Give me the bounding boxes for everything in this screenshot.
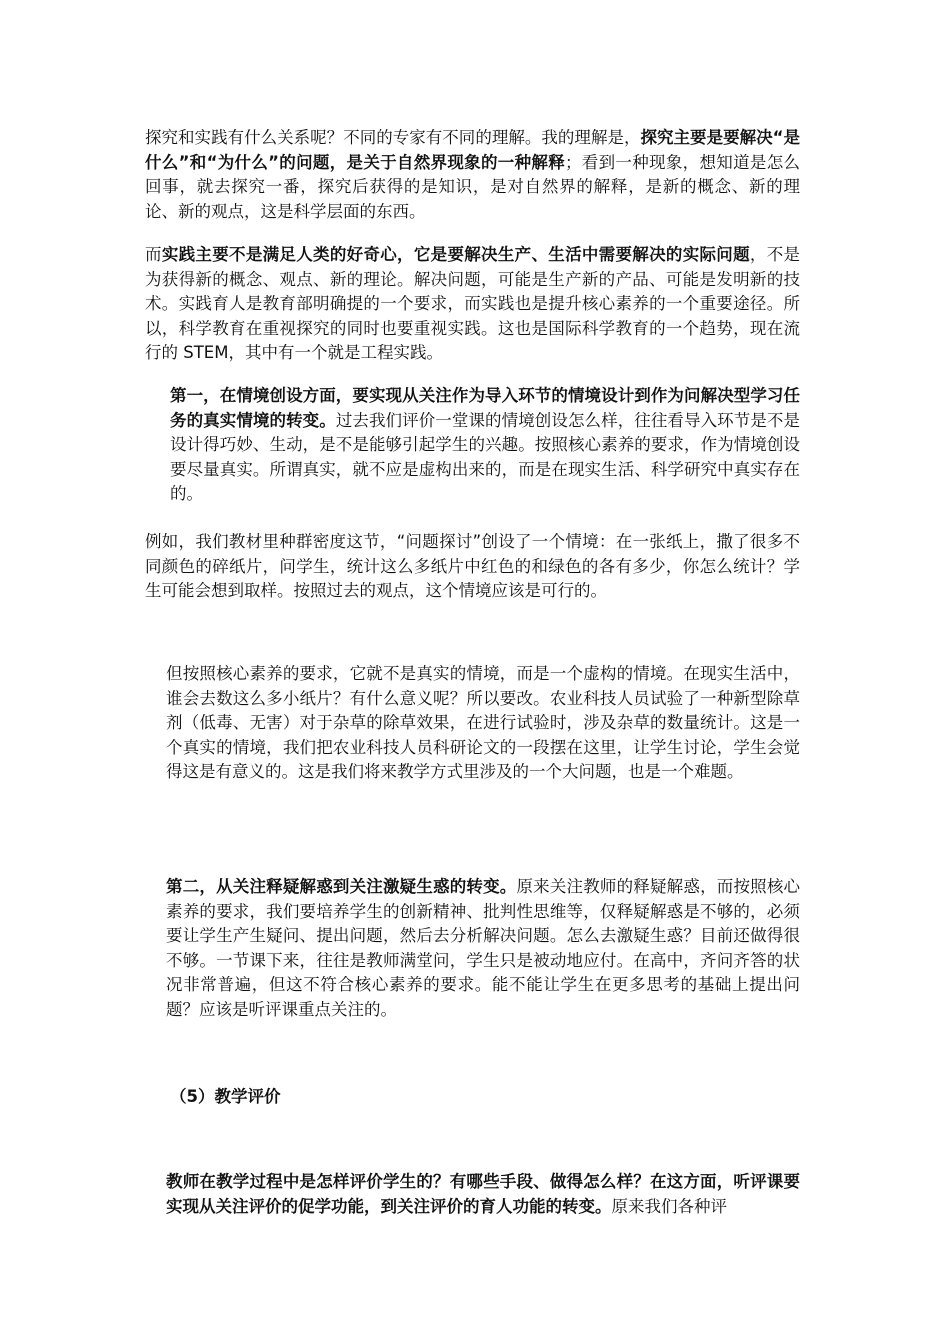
bold-text-run: 第二，从关注释疑解惑到关注激疑生惑的转变。 — [166, 877, 517, 896]
section-heading-teaching-evaluation: （5）教学评价 — [170, 1087, 281, 1106]
bold-text-run: 实践主要不是满足人类的好奇心，它是要解决生产、生活中需要解决的实际问题 — [161, 245, 750, 264]
bold-text-run: 第一，在情境创设方面，要实现从关注作为导入环节的情境设计到作为问解决型学习任务的真实情境的转变。 — [170, 386, 800, 430]
paragraph-first-point-situation — [170, 384, 800, 507]
text-run: 而 — [145, 245, 162, 264]
bold-text-run: 探究主要是要解决“是什么”和“为什么”的问题，是关于自然界现象的一种解释 — [145, 128, 800, 172]
text-run: ；看到一种现象，想知道是怎么回事，就去探究一番，探究后获得的是知识，是对自然界的解释，是新的概念、新的理论、新的观点，这是科学层面的东西。 — [145, 152, 801, 221]
text-run: 原来我们各种评 — [611, 1196, 727, 1216]
bold-text-run: 教师在教学过程中是怎样评价学生的？有哪些手段、做得怎么样？在这方面，听评课要实现从关注评价的促学功能，到关注评价的育人功能的转变。 — [166, 1172, 800, 1216]
paragraph-example-population-density: 例如，我们教材里种群密度这节，“问题探讨”创设了一个情境：在一张纸上，撒了很多不同颜色的碎纸片，问学生，统计这么多纸片中红色的和绿色的各有多少，你怎么统计？学生可能会想到取样。按照过去的观点，这个情境应该是可行的。 — [145, 532, 800, 601]
paragraph-inquiry-vs-practice — [145, 126, 800, 224]
paragraph-evaluation — [166, 1170, 800, 1219]
text-run: 原来关注教师的释疑解惑，而按照核心素养的要求，我们要培养学生的创新精神、批判性思维等，仅释疑解惑是不够的，必须要让学生产生疑问、提出问题，然后去分析解决问题。怎么去激疑生惑？目前还做得很不够。一节课下来，往往是教师满堂问，学生只是被动地应付。在高中，齐问齐答的状况非常普遍，但这不符合核心素养的要求。能不能让学生在更多思考的基础上提出问题？应该是听评课重点关注的。 — [166, 877, 801, 1019]
paragraph-practice-definition — [145, 243, 800, 366]
paragraph-real-situation: 但按照核心素养的要求，它就不是真实的情境，而是一个虚构的情境。在现实生活中，谁会去数这么多小纸片？有什么意义呢？所以要改。农业科技人员试验了一种新型除草剂（低毒、无害）对于杂草的除草效果，在进行试验时，涉及杂草的数量统计。这是一个真实的情境，我们把农业科技人员科研论文的一段摆在这里，让学生讨论，学生会觉得这是有意义的。这是我们将来教学方式里涉及的一个大问题，也是一个难题。 — [166, 664, 800, 782]
text-run: 探究和实践有什么关系呢？不同的专家有不同的理解。我的理解是， — [145, 128, 641, 147]
text-run: 过去我们评价一堂课的情境创设怎么样，往往看导入环节是不是设计得巧妙、生动，是不是能够引起学生的兴趣。按照核心素养的要求，作为情境创设要尽量真实。所谓真实，就不应是虚构出来的，而是在现实生活、科学研究中真实存在的。 — [170, 410, 801, 504]
paragraph-second-point-questioning — [166, 875, 800, 1023]
text-run: ，不是为获得新的概念、观点、新的理论。解决问题，可能是生产新的产品、可能是发明新的技术。实践育人是教育部明确提的一个要求，而实践也是提升核心素养的一个重要途径。所以，科学教育在重视探究的同时也要重视实践。这也是国际科学教育的一个趋势，现在流行的 STEM，其中有一个就是工程实践。 — [145, 245, 801, 363]
